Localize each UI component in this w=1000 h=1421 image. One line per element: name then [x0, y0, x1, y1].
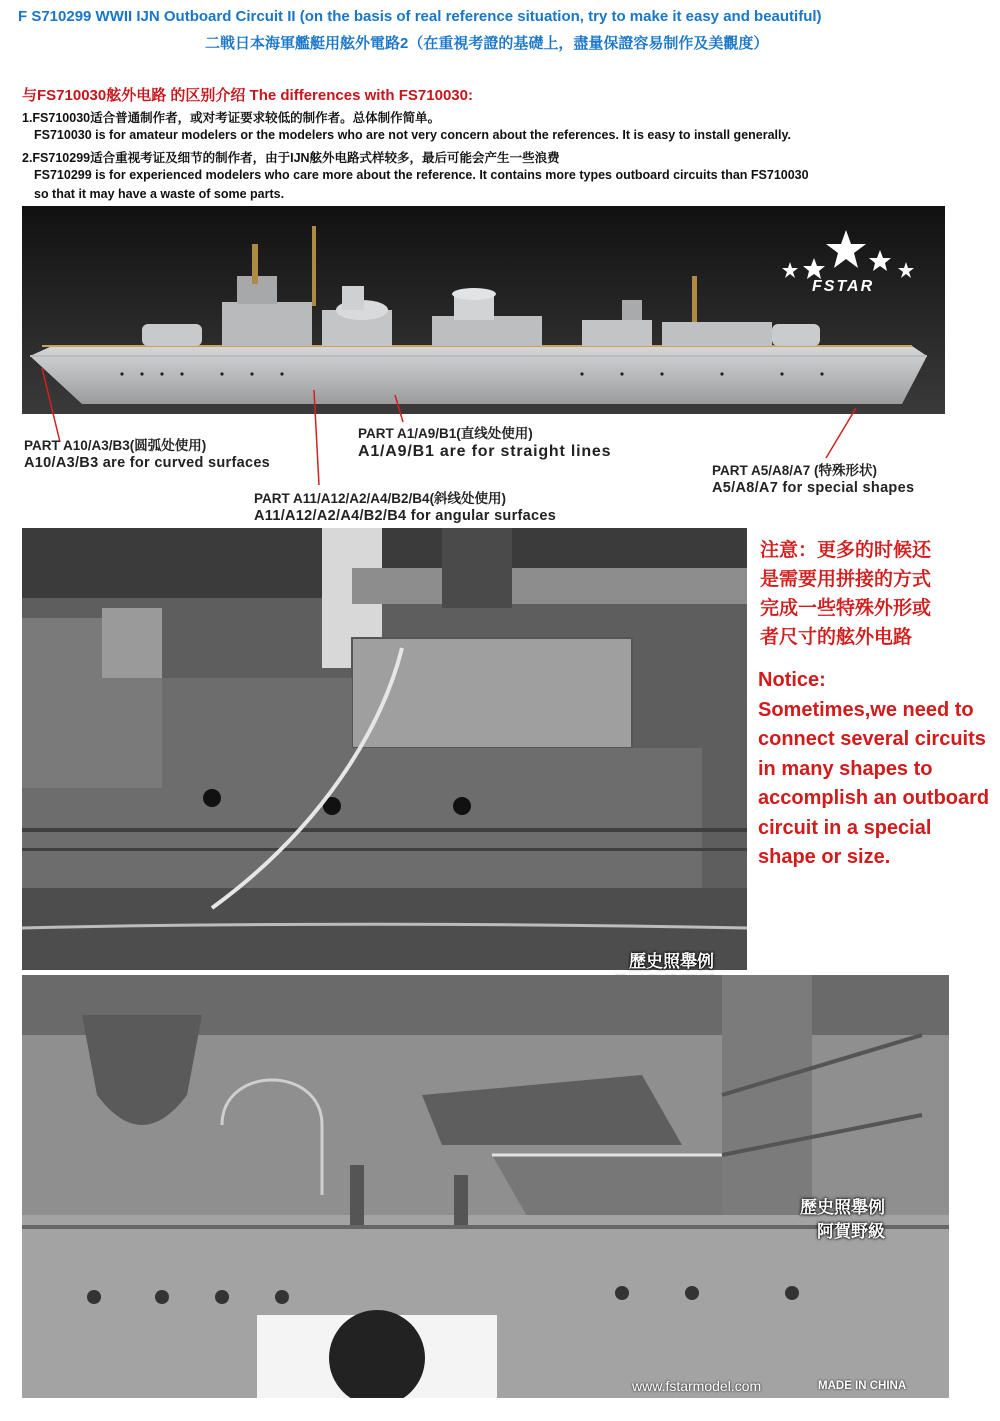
website-url: www.fstarmodel.com	[632, 1378, 762, 1394]
part-label-special-line1: PART A5/A8/A7 (特殊形状)	[712, 463, 878, 478]
historical-photo-akizuki	[22, 528, 747, 970]
part-label-straight-line2: A1/A9/B1 are for straight lines	[358, 443, 612, 460]
part-label-special	[712, 462, 914, 496]
historical-photo-2-illustration	[22, 975, 949, 1398]
differences-title: 与FS710030舷外电路 的区别介绍 The differences with FS710030:	[22, 87, 473, 104]
caption-photo2-line1: 歷史照舉例	[800, 1198, 885, 1217]
page-title-en: F S710299 WWII IJN Outboard Circuit II (on the basis of real reference situation, try to make it easy and beautiful)	[18, 8, 822, 25]
difference-line: 2.FS710299适合重视考证及细节的制作者，由于IJN舷外电路式样较多，最后可能会产生一些浪费	[22, 151, 560, 165]
notice-cn-line: 是需要用拼接的方式	[760, 569, 932, 590]
notice-en-line: circuit in a special	[758, 816, 932, 839]
difference-line: FS710030 is for amateur modelers or the modelers who are not very concern about the references. It is easy to install generally.	[34, 128, 791, 142]
difference-line: 1.FS710030适合普通制作者，或对考证要求较低的制作者。总体制作简单。	[22, 111, 441, 125]
notice-english	[758, 666, 989, 873]
notice-chinese	[760, 536, 931, 652]
notice-cn-line: 者尺寸的舷外电路	[760, 627, 913, 648]
notice-cn-line: 注意：更多的时候还	[760, 540, 932, 561]
historical-photo-agano	[22, 975, 949, 1398]
notice-en-line: shape or size.	[758, 846, 891, 868]
part-label-angular-line1: PART A11/A12/A2/A4/B2/B4(斜线处使用)	[254, 491, 507, 506]
fstar-logo-text: FSTAR	[812, 278, 875, 295]
difference-line: so that it may have a waste of some parts.	[34, 187, 285, 201]
part-label-curved-line2: A10/A3/B3 are for curved surfaces	[24, 455, 271, 471]
part-label-straight	[358, 425, 611, 461]
caption-photo2-line2: 阿賀野級	[817, 1222, 885, 1241]
part-label-curved	[24, 437, 270, 471]
difference-line: FS710299 is for experienced modelers who care more about the reference. It contains more types outboard circuits than FS710030	[34, 168, 809, 182]
notice-en-line: Notice:	[758, 669, 826, 691]
part-label-straight-line1: PART A1/A9/B1(直线处使用)	[358, 426, 533, 441]
part-label-angular	[254, 490, 556, 524]
notice-cn-line: 完成一些特殊外形或	[760, 598, 932, 619]
notice-en-line: Sometimes,we need to	[758, 698, 974, 721]
notice-en-line: in many shapes to	[758, 757, 933, 780]
caption-photo1-line1: 歷史照舉例	[629, 952, 714, 971]
page-title-cn: 二戦日本海軍艦艇用舷外電路2（在重視考證的基礎上，盡量保證容易制作及美觀度）	[205, 35, 769, 52]
caption-photo2	[800, 1196, 885, 1244]
historical-photo-1-illustration	[22, 528, 747, 970]
notice-en-line: accomplish an outboard	[758, 787, 990, 809]
notice-en-line: connect several circuits	[758, 728, 986, 750]
part-label-special-line2: A5/A8/A7 for special shapes	[712, 480, 915, 496]
part-label-curved-line1: PART A10/A3/B3(圆弧处使用)	[24, 438, 207, 453]
made-in-label: MADE IN CHINA	[818, 1380, 907, 1392]
part-label-angular-line2: A11/A12/A2/A4/B2/B4 for angular surfaces	[254, 508, 557, 524]
